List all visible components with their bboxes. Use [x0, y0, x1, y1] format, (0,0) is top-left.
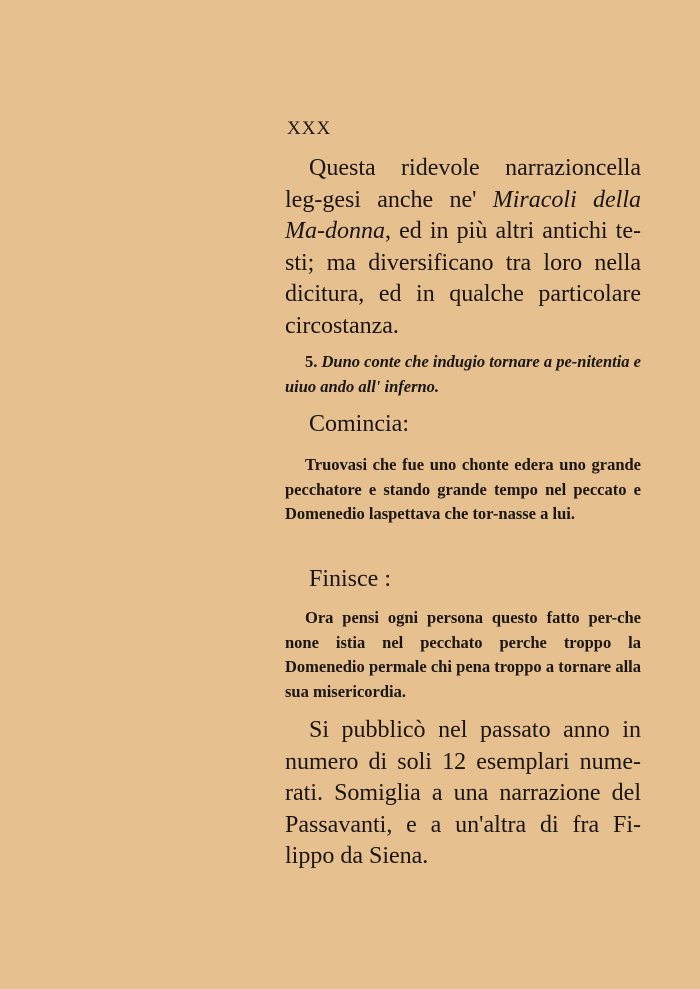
finisce-block	[285, 606, 641, 704]
item-number: 5.	[305, 352, 318, 371]
heading-comincia: Comincia:	[309, 411, 409, 437]
intro-text-end: , ed in più altri antichi te-sti; ma diversificano tra loro nella dicitura, ed in qualche particolare circostanza.	[285, 218, 641, 339]
paragraph-intro	[285, 153, 641, 342]
item-5-entry	[285, 350, 641, 399]
closing-text: Si pubblicò nel passato anno in numero di soli 12 esemplari nume-rati. Somiglia a una narrazione del Passavanti, e a un'altra di fra Fi-lippo da Siena.	[285, 717, 641, 869]
finisce-text: Ora pensi ogni persona questo fatto per-che none istia nel pecchato perche troppo la Domenedio permale chi pena troppo a tornare alla sua misericordia.	[285, 608, 641, 701]
heading-finisce: Finisce :	[309, 566, 391, 592]
item-title: Duno conte che indugio tornare a pe-nitentia e uiuo ando all' inferno.	[285, 352, 642, 396]
paragraph-closing	[285, 715, 641, 873]
intro-text-start: Questa ridevole narrazioncella leg-gesi anche ne'	[285, 155, 641, 213]
comincia-block	[285, 453, 641, 527]
page-number: XXX	[287, 118, 332, 139]
intro-text-title: Miracoli della Ma-donna	[285, 186, 642, 244]
comincia-text: Truovasi che fue uno chonte edera uno grande pecchatore e stando grande tempo nel peccato e Domenedio laspettava che tor-nasse a lui.	[285, 455, 641, 523]
